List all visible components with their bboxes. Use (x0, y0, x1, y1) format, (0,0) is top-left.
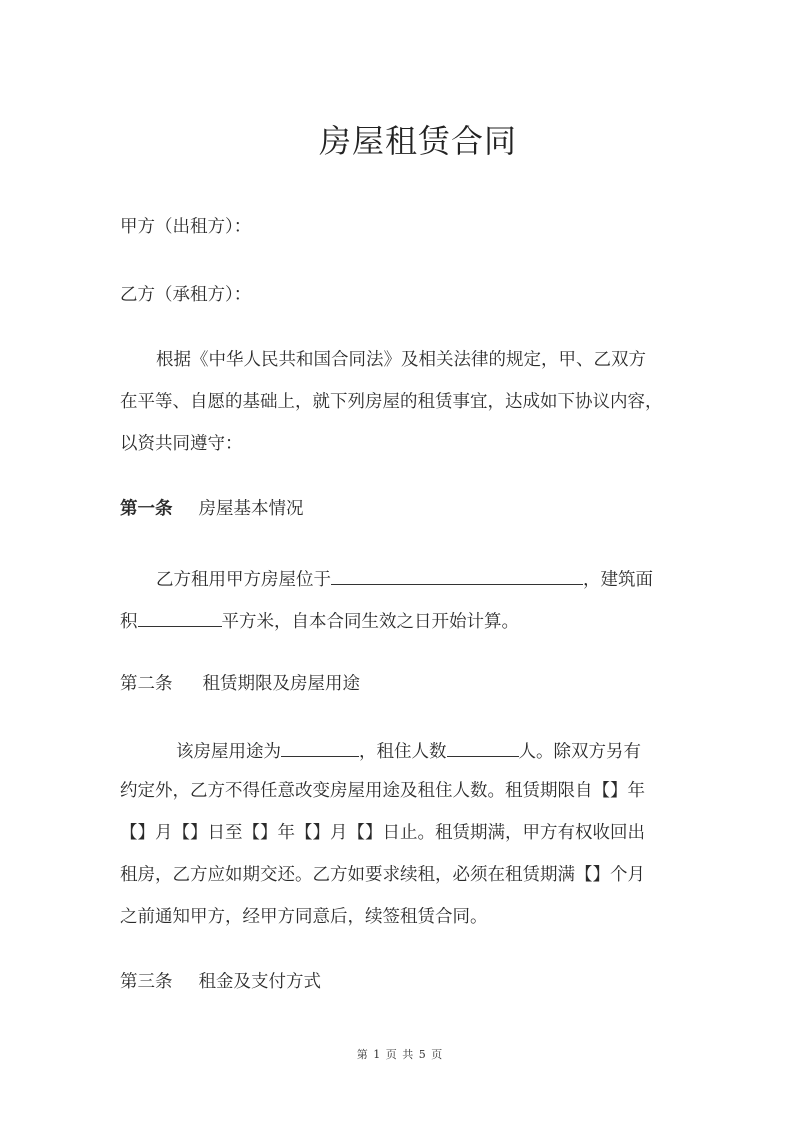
article-1-line-1: 乙方租用甲方房屋位于 ，建筑面 (156, 566, 726, 592)
document-title: 房屋租赁合同 (318, 122, 517, 160)
article-1-number: 第一条 (120, 499, 173, 519)
article-1-title: 房屋基本情况 (198, 499, 304, 519)
article-2-line-5: 之前通知甲方，经甲方同意后，续签租赁合同。 (120, 907, 488, 927)
article-1-line-2: 积 平方米，自本合同生效之日开始计算。 (120, 608, 690, 634)
occupants-blank (447, 738, 519, 757)
article-2-line-1: 该房屋用途为 ，租住人数 人。除双方另有 (176, 738, 746, 764)
article-2-line-2: 约定外，乙方不得任意改变房屋用途及租住人数。租赁期限自【】年 (120, 781, 645, 801)
article-2-line-4: 租房，乙方应如期交还。乙方如要求续租，必须在租赁期满【】个月 (120, 865, 645, 885)
party-a-label: 甲方（出租方）： (120, 217, 252, 237)
article-2-line-3: 【】月【】日至【】年【】月【】日止。租赁期满，甲方有权收回出 (120, 823, 645, 843)
location-blank (331, 566, 583, 585)
article-3-heading (120, 970, 690, 994)
preamble-line-2: 在平等、自愿的基础上，就下列房屋的租赁事宜，达成如下协议内容， (120, 392, 663, 412)
article-2-number: 第二条 (120, 674, 173, 694)
article-3-title: 租金及支付方式 (198, 972, 321, 992)
preamble-line-3: 以资共同遵守： (120, 434, 243, 454)
article-2-title: 租赁期限及房屋用途 (202, 674, 360, 694)
party-b-label: 乙方（承租方）： (120, 285, 252, 305)
article-1-heading (120, 497, 690, 521)
article-3-number: 第三条 (120, 972, 173, 992)
page-footer: 第 1 页 共 5 页 (356, 1048, 444, 1061)
preamble-line-1: 根据《中华人民共和国合同法》及相关法律的规定，甲、乙双方 (156, 350, 646, 370)
article-2-heading (120, 672, 690, 696)
area-blank (138, 608, 222, 627)
usage-blank (281, 738, 359, 757)
